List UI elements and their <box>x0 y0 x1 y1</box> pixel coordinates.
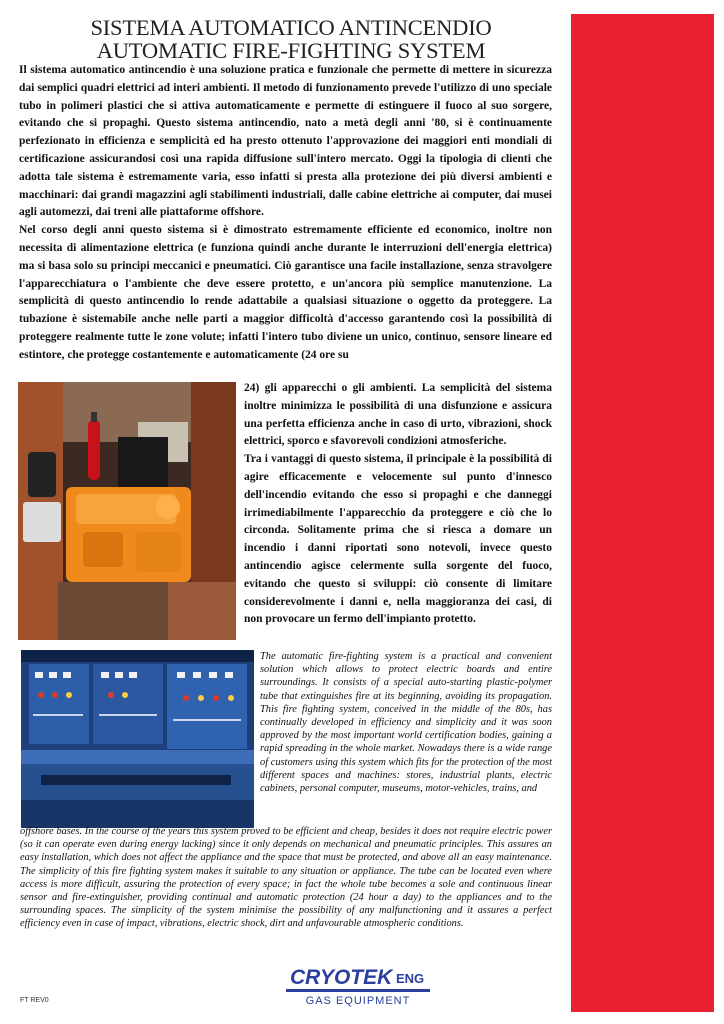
title-english: AUTOMATIC FIRE-FIGHTING SYSTEM <box>96 38 486 63</box>
italian-paragraph-2-cont: 24) gli apparecchi o gli ambienti. La semplicità del sistema inoltre minimizza le possibilità di una disfunzione e assicura una perfetta efficienza anche in caso di urto, vibrazioni, shock elettrici, sporco e sfavorevoli condizioni atmosferiche. <box>244 382 552 448</box>
title-italian: SISTEMA AUTOMATICO ANTINCENDIO <box>90 15 492 40</box>
english-text-bottom: offshore bases. In the course of the years this system proved to be efficient and cheap, besides it does not require electric power (so it can operate even during energy lacking) since it only depends on mechanical and pneumatic principles. This assures an easy installation, which does not affect the appliance and the space that must be protected, and above all an easy maintenance. The simplicity of this fire fighting system makes it suitable to any situation or appliance. The tube can be located even where access is more difficult, assuring the protection of every space; in fact the whole tube becomes a sole and continuous linear sensor and fire-extinguisher, providing continual and automatic protection (24 hour a day) to the appliances and to the surrounding spaces. The simplicity of the system minimise the possibility of any malfunctioning and it assures a perfect efficiency even in case of impact, vibrations, electric shock, dirt and unfavourable atmospheric conditions. <box>20 826 552 930</box>
italian-text-top <box>19 62 552 365</box>
logo-brand: CRYOTEK <box>290 966 393 989</box>
italian-paragraph-2: Nel corso degli anni questo sistema si è dimostrato estremamente efficiente ed economico, inoltre non necessita di alimentazione elettrica (e funziona quindi anche durante le interruzioni dell'energia elettrica) ma si basa solo su principi meccanici e pneumatici. Ciò garantisce una facile installazione, senza stravolgere l'apparecchiatura o l'ambiente che deve essere protetto, e un'ancora più semplice manutenzione. La semplicità di questo antincendio lo rende adattabile a qualsiasi situazione o oggetto da proteggere. La tubazione è sistemabile anche nelle parti a maggior difficoltà d'accesso garantendo così la possibilità di proteggere realmente tutte le zone volute; infatti l'intero tubo diviene un unico, continuo, sensore lineare ed estintore, che protegge costantemente e automaticamente (24 ore su <box>19 224 552 361</box>
cryotek-logo <box>286 963 430 1007</box>
italian-paragraph-1: Il sistema automatico antincendio è una soluzione pratica e funzionale che permette di mettere in sicurezza dai semplici quadri elettrici ad interi ambienti. Il metodo di funzionamento prevede l'utilizzo di uno speciale tubo in polimeri plastici che si attiva automaticamente e permette di estinguere il fuoco al suo sorgere, evitando che si propaghi. Questo sistema antincendio, nato a metà degli anni '80, si è continuamente perfezionato in efficienza e semplicità ed ha presto ottenuto l'approvazione dei maggiori enti mondiali di certificazione assicurandosi così una rapida diffusione sull'intero mercato. Oggi la tipologia di clienti che adotta tale sistema è estremamente varia, esso infatti si presta alla protezione dei più diversi ambienti e macchinari: dai grandi magazzini agli stabilimenti industriali, dalle cabine elettriche ai computer, dai musei agli automezzi, dai treni alle piattaforme offshore. <box>19 64 552 219</box>
engine-room-photo <box>18 382 236 640</box>
logo-suffix: ENG <box>396 971 425 986</box>
page-title <box>18 16 564 62</box>
red-side-bar <box>571 14 714 1012</box>
english-text-beside-photo: The automatic fire-fighting system is a practical and convenient solution which allows to protect electric boards and entire surroundings. It consists of a special auto-starting plastic-polymer tube that extinguishes fire at its beginning, avoiding its propagation. This fire fighting system, conceived in the middle of the 80s, has continually developed in efficiency and simplicity and it was soon approved by the most important world certification bodies, gaining a rapid spreading in the whole market. Nowadays there is a wide range of customers using this system which fits for the protection of the most different spaces and machines: stores, industrial plants, electric cabinets, personal computer, museums, motor-vehicles, trains, and <box>260 651 552 795</box>
italian-text-beside-photo <box>244 380 552 629</box>
logo-tagline: GAS EQUIPMENT <box>305 995 411 1007</box>
document-code: FT REV0 <box>20 997 49 1004</box>
control-room-photo <box>21 650 254 828</box>
italian-paragraph-3: Tra i vantaggi di questo sistema, il principale è la possibilità di agire efficacemente e velocemente sul punto d'innesco dell'incendio evitando che esso si propaghi e che danneggi irrimediabilmente l'apparecchio da proteggere e ciò che lo circonda. Solitamente prima che si riesca a domare un incendio i danni riportati sono notevoli, invece questo antincendio agisce celermente sulla sorgente del fuoco, evitando che questo si sviluppi: ciò consente di limitare considerevolmente i danni e, nella maggioranza dei casi, di non provocare un fermo dell'impianto protetto. <box>244 453 552 626</box>
